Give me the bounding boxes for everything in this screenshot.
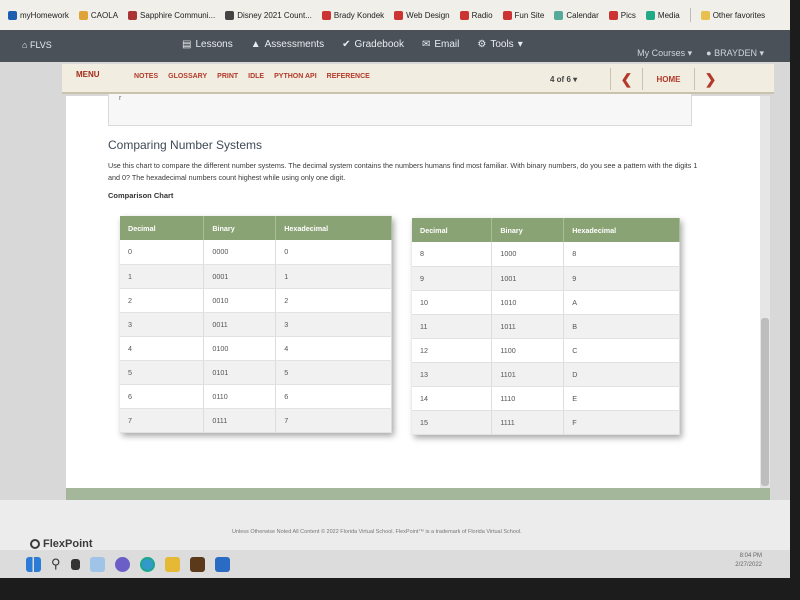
table-row xyxy=(412,410,680,434)
table-cell: 12 xyxy=(412,338,492,362)
widgets-icon[interactable] xyxy=(90,557,105,572)
column-header: Hexadecimal xyxy=(564,218,680,242)
windows-start-icon[interactable] xyxy=(26,557,41,572)
table-row xyxy=(412,338,680,362)
nav-lessons[interactable]: ▤ Lessons xyxy=(182,39,233,50)
table-cell: 1 xyxy=(120,264,204,288)
top-nav xyxy=(0,30,790,62)
bookmark-item[interactable]: CAOLA xyxy=(79,11,118,20)
book-icon: ▤ xyxy=(182,39,192,50)
table-row xyxy=(412,266,680,290)
edge-browser-icon[interactable] xyxy=(140,557,155,572)
course-tool-reference[interactable]: REFERENCE xyxy=(326,73,370,80)
next-page-button[interactable] xyxy=(694,68,726,90)
table-cell: 0 xyxy=(120,240,204,264)
table-cell: 1 xyxy=(276,264,392,288)
bookmark-favicon-icon xyxy=(460,11,469,20)
bookmark-favicon-icon xyxy=(79,11,88,20)
scrollbar-thumb[interactable] xyxy=(761,318,769,486)
table-cell: 0011 xyxy=(204,312,276,336)
my-courses-dropdown[interactable]: My Courses ▾ xyxy=(637,48,693,58)
course-tool-idle[interactable]: IDLE xyxy=(248,73,265,80)
bookmark-separator xyxy=(690,8,691,22)
table-cell: 1010 xyxy=(492,290,564,314)
bookmarks-bar xyxy=(0,0,790,30)
check-icon: ✔ xyxy=(342,39,351,50)
gear-icon: ⚙ xyxy=(477,39,487,50)
previous-content-box: r xyxy=(108,94,692,126)
table-cell: 7 xyxy=(276,408,392,432)
table-cell: 0001 xyxy=(204,264,276,288)
caret-down-icon: ▾ xyxy=(517,39,523,50)
table-cell: 9 xyxy=(412,266,492,290)
table-cell: 0 xyxy=(276,240,392,264)
bookmark-favicon-icon xyxy=(225,11,234,20)
table-row xyxy=(120,312,392,336)
bookmark-favicon-icon xyxy=(128,11,137,20)
lesson-content xyxy=(66,96,770,488)
column-header: Hexadecimal xyxy=(276,216,392,240)
table-cell: 6 xyxy=(276,384,392,408)
column-header: Binary xyxy=(492,218,564,242)
bookmark-favicon-icon xyxy=(8,11,17,20)
table-cell: 13 xyxy=(412,362,492,386)
course-tool-print[interactable]: PRINT xyxy=(217,73,239,80)
table-cell: 4 xyxy=(276,336,392,360)
table-cell: 7 xyxy=(120,408,204,432)
column-header: Decimal xyxy=(412,218,492,242)
table-cell: E xyxy=(564,386,680,410)
table-cell: 15 xyxy=(412,410,492,434)
table-cell: 1100 xyxy=(492,338,564,362)
bookmark-item[interactable]: Disney 2021 Count... xyxy=(225,11,312,20)
copyright-text: Unless Otherwise Noted All Content © 2022 Florida Virtual School. FlexPoint™ is a trademark of Florida Virtual School. xyxy=(232,529,522,535)
task-view-icon[interactable] xyxy=(71,559,80,570)
table-cell: 3 xyxy=(120,312,204,336)
column-header: Decimal xyxy=(120,216,204,240)
user-icon: ● xyxy=(706,48,712,58)
home-button[interactable]: HOME xyxy=(642,68,694,90)
course-tools xyxy=(134,73,370,80)
bookmark-item[interactable]: Sapphire Communi... xyxy=(128,11,215,20)
table-row xyxy=(412,314,680,338)
bookmark-item[interactable]: Web Design xyxy=(394,11,449,20)
chart-label: Comparison Chart xyxy=(108,191,174,200)
table-cell: 1111 xyxy=(492,410,564,434)
course-tool-notes[interactable]: NOTES xyxy=(134,73,159,80)
table-row xyxy=(120,384,392,408)
system-clock[interactable]: 8:04 PM 2/27/2022 xyxy=(735,553,762,568)
nav-email[interactable]: ✉ Email xyxy=(421,39,460,50)
taskbar xyxy=(0,550,790,578)
table-cell: 8 xyxy=(564,242,680,266)
table-cell: 6 xyxy=(120,384,204,408)
table-cell: 0101 xyxy=(204,360,276,384)
table-cell: 10 xyxy=(412,290,492,314)
table-row xyxy=(120,288,392,312)
table-row xyxy=(412,290,680,314)
course-toolbar xyxy=(62,64,774,94)
page-selector[interactable]: 4 of 6 ▾ xyxy=(550,75,578,84)
bookmark-item[interactable]: Brady Kondek xyxy=(322,11,384,20)
nav-tools[interactable]: ⚙ Tools ▾ xyxy=(477,39,523,50)
table-cell: 0111 xyxy=(204,408,276,432)
table-row xyxy=(412,362,680,386)
table-header-row xyxy=(120,216,392,240)
content-bottom-strip xyxy=(66,488,770,500)
table-cell: C xyxy=(564,338,680,362)
other-favorites-folder[interactable]: Other favorites xyxy=(701,11,765,20)
table-row xyxy=(120,240,392,264)
envelope-icon: ✉ xyxy=(421,39,431,50)
store-icon[interactable] xyxy=(190,557,205,572)
table-cell: 2 xyxy=(276,288,392,312)
table-cell: 3 xyxy=(276,312,392,336)
table-cell: 8 xyxy=(412,242,492,266)
nav-assessments[interactable]: ▲ Assessments xyxy=(250,39,325,50)
search-icon[interactable]: ⚲ xyxy=(51,556,61,571)
bookmark-item[interactable]: Pics xyxy=(609,11,636,20)
menu-button[interactable]: MENU xyxy=(76,70,100,79)
table-cell: 1110 xyxy=(492,386,564,410)
table-cell: 1001 xyxy=(492,266,564,290)
table-row xyxy=(120,336,392,360)
bookmark-item[interactable]: Radio xyxy=(460,11,493,20)
table-cell: A xyxy=(564,290,680,314)
table-row xyxy=(120,264,392,288)
table-cell: 4 xyxy=(120,336,204,360)
chat-icon[interactable] xyxy=(115,557,130,572)
table-cell: 0100 xyxy=(204,336,276,360)
table-cell: 11 xyxy=(412,314,492,338)
table-cell: 0010 xyxy=(204,288,276,312)
bookmark-item[interactable]: Fun Site xyxy=(503,11,545,20)
chevron-left-icon: ❮ xyxy=(620,70,633,87)
bookmark-item[interactable]: myHomework xyxy=(8,11,69,20)
bookmark-favicon-icon xyxy=(322,11,331,20)
chevron-right-icon: ❯ xyxy=(704,70,717,87)
table-cell: D xyxy=(564,362,680,386)
nav-gradebook[interactable]: ✔ Gradebook xyxy=(342,39,404,50)
home-icon: ⌂ xyxy=(22,40,28,50)
table-cell: 5 xyxy=(276,360,392,384)
table-cell: 1011 xyxy=(492,314,564,338)
table-cell: 1000 xyxy=(492,242,564,266)
flexpoint-icon xyxy=(30,539,40,549)
table-cell: 5 xyxy=(120,360,204,384)
bookmark-favicon-icon xyxy=(609,11,618,20)
table-cell: F xyxy=(564,410,680,434)
file-explorer-icon[interactable] xyxy=(165,557,180,572)
table-cell: 1101 xyxy=(492,362,564,386)
prev-page-button[interactable] xyxy=(610,68,642,90)
course-tool-glossary[interactable]: GLOSSARY xyxy=(168,73,208,80)
flvs-home-link[interactable]: ⌂ FLVS xyxy=(22,40,52,50)
bookmark-favicon-icon xyxy=(646,11,655,20)
user-menu[interactable]: ● BRAYDEN ▾ xyxy=(706,48,764,58)
table-cell: 2 xyxy=(120,288,204,312)
assessment-icon: ▲ xyxy=(250,39,261,50)
bookmark-favicon-icon xyxy=(554,11,563,20)
table-row xyxy=(412,242,680,266)
flexpoint-logo: FlexPoint xyxy=(30,538,93,550)
table-header-row xyxy=(412,218,680,242)
course-tool-python-api[interactable]: PYTHON API xyxy=(274,73,317,80)
bookmark-favicon-icon xyxy=(394,11,403,20)
table-cell: 14 xyxy=(412,386,492,410)
table-row xyxy=(120,360,392,384)
footer xyxy=(0,500,790,550)
table-cell: 0000 xyxy=(204,240,276,264)
photos-icon[interactable] xyxy=(215,557,230,572)
table-row xyxy=(120,408,392,432)
column-header: Binary xyxy=(204,216,276,240)
comparison-table-left xyxy=(120,216,392,433)
table-cell: 0110 xyxy=(204,384,276,408)
folder-icon xyxy=(701,11,710,20)
bookmark-item[interactable]: Calendar xyxy=(554,11,598,20)
section-title: Comparing Number Systems xyxy=(108,138,263,152)
table-row xyxy=(412,386,680,410)
comparison-table-right xyxy=(412,218,680,435)
intro-paragraph: Use this chart to compare the different number systems. The decimal system contains the numbers humans find most familiar. With binary numbers, do you see a pattern with the digits 1 and 0? The hexadecimal numbers count highest while using only one digit. xyxy=(108,161,698,182)
bookmark-item[interactable]: Media xyxy=(646,11,680,20)
table-cell: 9 xyxy=(564,266,680,290)
bookmark-favicon-icon xyxy=(503,11,512,20)
table-cell: B xyxy=(564,314,680,338)
